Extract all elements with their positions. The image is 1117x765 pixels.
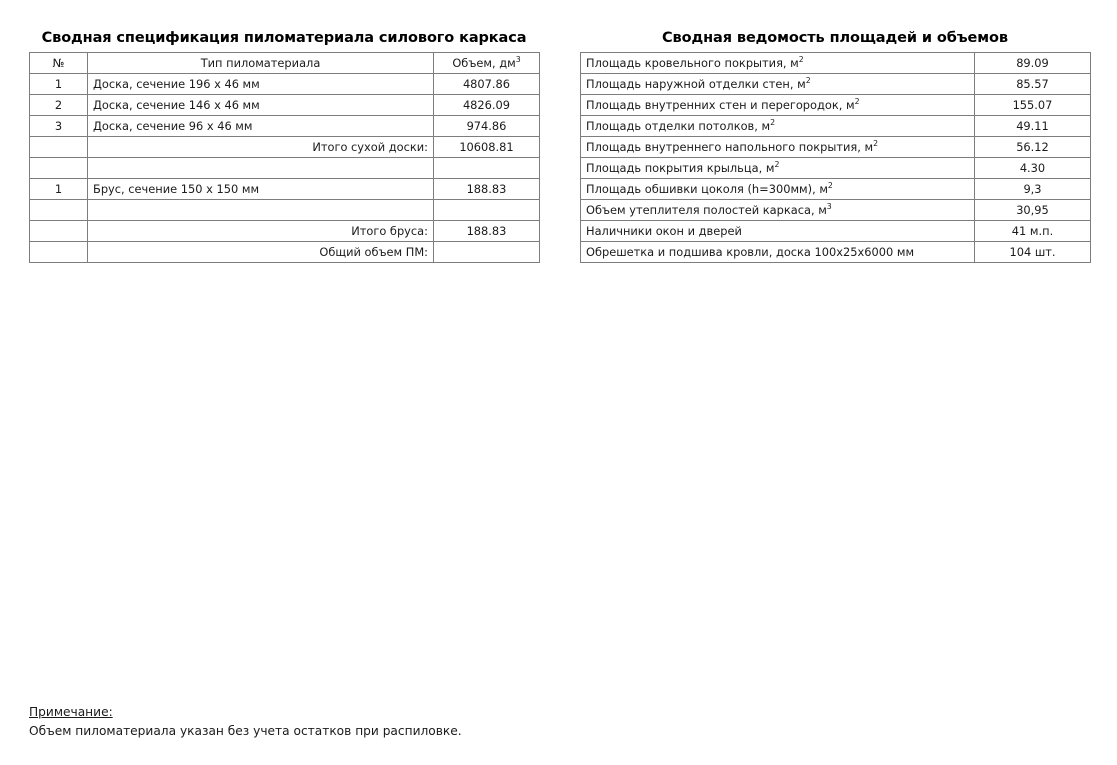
item-name-text: Площадь покрытия крыльца, м	[586, 160, 775, 175]
cell-number: 2	[30, 95, 88, 116]
item-name-text: Площадь внутренних стен и перегородок, м	[586, 97, 855, 112]
note-block	[29, 703, 462, 741]
item-name-text: Площадь кровельного покрытия, м	[586, 55, 799, 70]
item-name-text: Площадь наружной отделки стен, м	[586, 76, 806, 91]
column-header-volume	[434, 53, 540, 74]
table-row	[30, 200, 540, 221]
cell-item-name	[581, 200, 975, 221]
cell-number	[30, 221, 88, 242]
table-row	[30, 74, 540, 95]
unit-superscript: 2	[854, 96, 860, 106]
cell-number	[30, 137, 88, 158]
lumber-spec-table	[29, 52, 540, 263]
column-header-volume-text: Объем, дм	[452, 55, 516, 70]
cell-item-name	[581, 116, 975, 137]
cell-volume	[434, 200, 540, 221]
cell-item-value: 41 м.п.	[975, 221, 1091, 242]
cell-item-value: 4.30	[975, 158, 1091, 179]
item-name-text: Наличники окон и дверей	[586, 223, 742, 238]
column-header-number: №	[30, 53, 88, 74]
cell-lumber-type: Доска, сечение 196 х 46 мм	[88, 74, 434, 95]
unit-superscript: 2	[873, 138, 879, 148]
cell-volume: 10608.81	[434, 137, 540, 158]
cell-lumber-type: Общий объем ПМ:	[88, 242, 434, 263]
unit-superscript: 3	[826, 201, 832, 211]
item-name-text: Площадь отделки потолков, м	[586, 118, 771, 133]
volume-unit-superscript: 3	[515, 54, 521, 64]
cell-item-name	[581, 179, 975, 200]
cell-item-name	[581, 137, 975, 158]
table-row	[30, 95, 540, 116]
cell-item-value: 85.57	[975, 74, 1091, 95]
table-row	[581, 221, 1091, 242]
cell-volume	[434, 242, 540, 263]
cell-item-name	[581, 242, 975, 263]
item-name-text: Обрешетка и подшива кровли, доска 100x25x6000 мм	[586, 244, 915, 259]
table-row	[581, 179, 1091, 200]
unit-superscript: 2	[770, 117, 776, 127]
cell-volume: 974.86	[434, 116, 540, 137]
cell-volume: 188.83	[434, 221, 540, 242]
item-name-text: Площадь обшивки цоколя (h=300мм), м	[586, 181, 828, 196]
table-row	[581, 137, 1091, 158]
cell-number	[30, 242, 88, 263]
cell-volume	[434, 158, 540, 179]
table-row	[581, 242, 1091, 263]
cell-item-value: 30,95	[975, 200, 1091, 221]
cell-number	[30, 200, 88, 221]
cell-volume: 188.83	[434, 179, 540, 200]
unit-superscript: 2	[798, 54, 804, 64]
cell-lumber-type: Доска, сечение 146 х 46 мм	[88, 95, 434, 116]
table-row	[30, 116, 540, 137]
lumber-spec-title: Сводная спецификация пиломатериала силового каркаса	[41, 30, 527, 46]
cell-lumber-type	[88, 200, 434, 221]
cell-item-value: 49.11	[975, 116, 1091, 137]
table-row	[30, 221, 540, 242]
table-row	[30, 158, 540, 179]
cell-lumber-type: Брус, сечение 150 х 150 мм	[88, 179, 434, 200]
note-label: Примечание:	[29, 705, 113, 719]
areas-volumes-table	[580, 52, 1091, 263]
cell-number: 1	[30, 74, 88, 95]
cell-item-name	[581, 74, 975, 95]
cell-number: 3	[30, 116, 88, 137]
cell-number: 1	[30, 179, 88, 200]
cell-item-value: 155.07	[975, 95, 1091, 116]
item-name-text: Площадь внутреннего напольного покрытия, м	[586, 139, 874, 154]
table-row	[581, 200, 1091, 221]
table-row	[581, 158, 1091, 179]
cell-item-name	[581, 53, 975, 74]
areas-volumes-block	[580, 30, 1090, 263]
table-row	[30, 242, 540, 263]
unit-superscript: 2	[827, 180, 833, 190]
table-row	[30, 179, 540, 200]
cell-item-name	[581, 158, 975, 179]
cell-volume: 4826.09	[434, 95, 540, 116]
table-row	[581, 74, 1091, 95]
cell-item-value: 9,3	[975, 179, 1091, 200]
cell-item-name	[581, 221, 975, 242]
note-body: Объем пиломатериала указан без учета остатков при распиловке.	[29, 724, 462, 738]
table-row	[581, 116, 1091, 137]
unit-superscript: 2	[774, 159, 780, 169]
unit-superscript: 2	[805, 75, 811, 85]
item-name-text: Объем утеплителя полостей каркаса, м	[586, 202, 827, 217]
column-header-lumber-type: Тип пиломатериала	[88, 53, 434, 74]
cell-item-value: 56.12	[975, 137, 1091, 158]
table-row	[30, 137, 540, 158]
areas-volumes-title: Сводная ведомость площадей и объемов	[662, 30, 1008, 46]
cell-item-value: 89.09	[975, 53, 1091, 74]
cell-lumber-type: Итого сухой доски:	[88, 137, 434, 158]
cell-volume: 4807.86	[434, 74, 540, 95]
table-header-row	[30, 53, 540, 74]
cell-lumber-type: Итого бруса:	[88, 221, 434, 242]
cell-lumber-type: Доска, сечение 96 х 46 мм	[88, 116, 434, 137]
cell-item-name	[581, 95, 975, 116]
lumber-spec-block	[29, 30, 539, 263]
cell-number	[30, 158, 88, 179]
table-row	[581, 95, 1091, 116]
table-row	[581, 53, 1091, 74]
cell-lumber-type	[88, 158, 434, 179]
cell-item-value: 104 шт.	[975, 242, 1091, 263]
